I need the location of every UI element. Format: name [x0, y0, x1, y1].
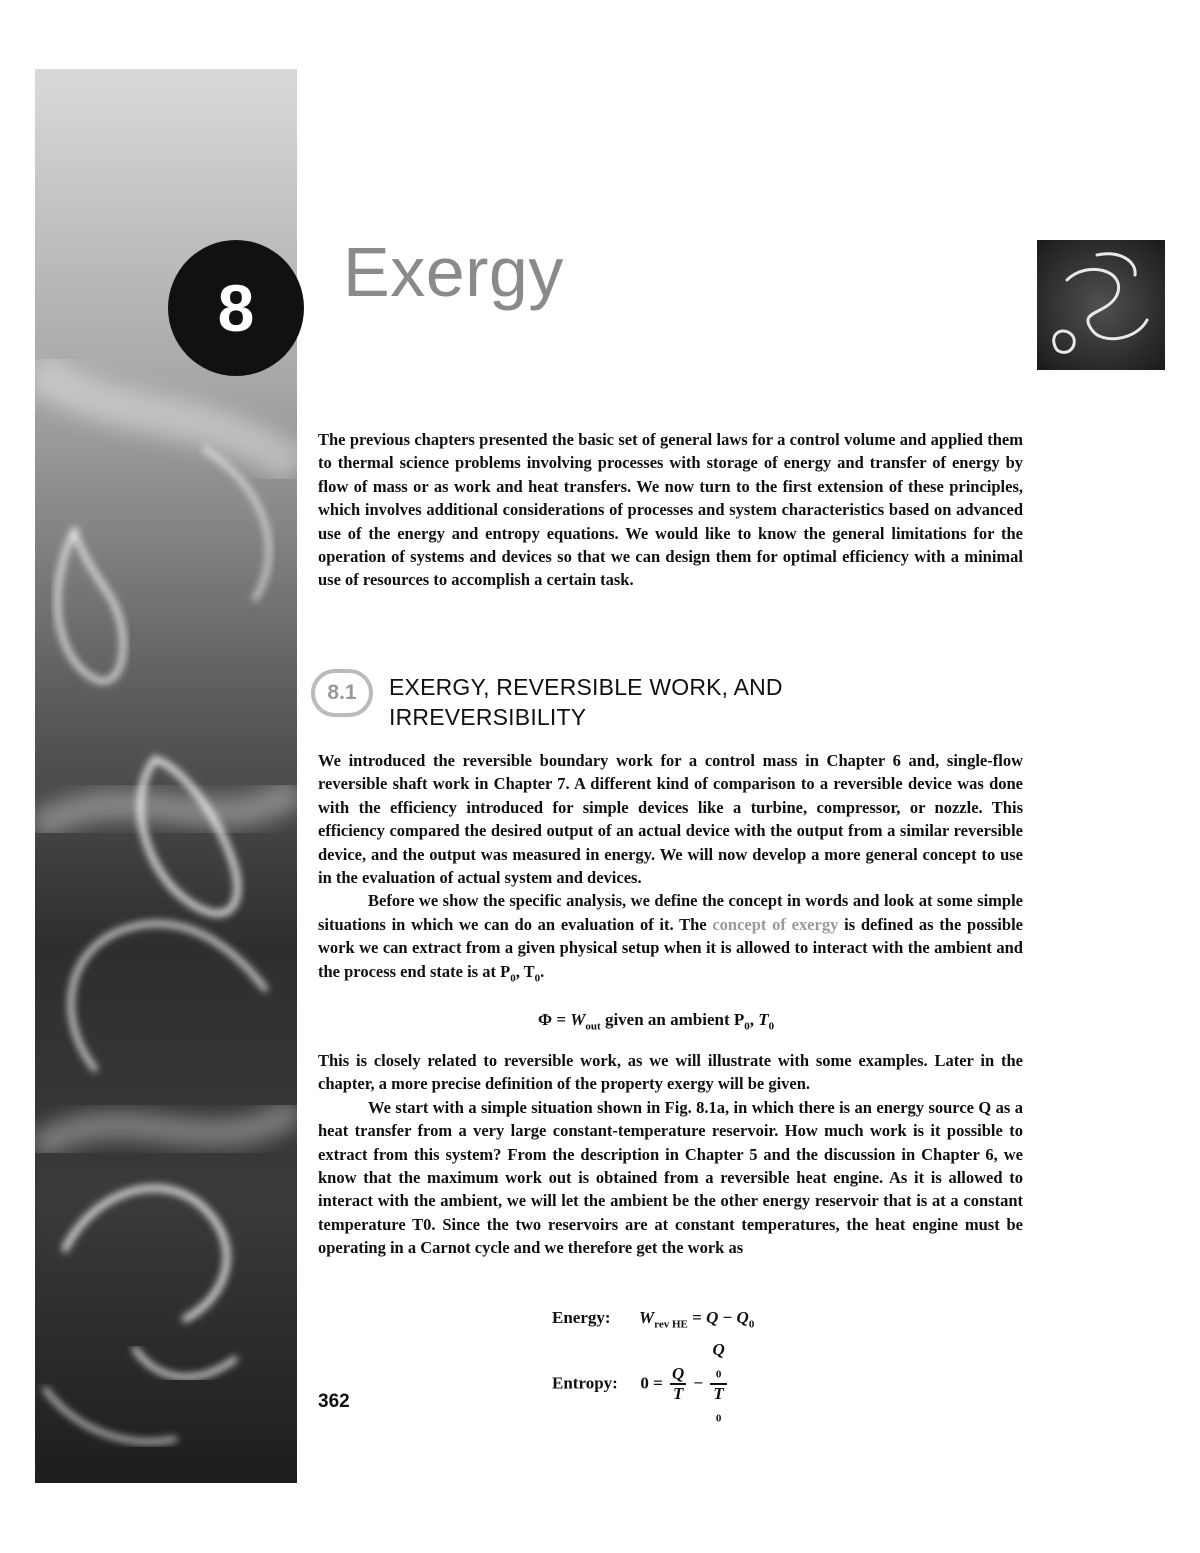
intro-paragraph [318, 428, 1023, 592]
section-body-2 [318, 1049, 1023, 1260]
section-number: 8.1 [327, 681, 357, 704]
para2-text-a: Before we show the specific analysis, we define the concept in words and look at some simple situations in which we can do an evaluation of it. The [318, 891, 1023, 934]
chapter-number-badge [168, 240, 304, 376]
entropy-equation: Entropy: 0 = $\frac{Q}{T}$ − Q $_0$ T $_0$ [552, 1341, 730, 1428]
energy-label: Energy: [552, 1308, 611, 1327]
entropy-label: Entropy: [552, 1373, 618, 1393]
exergy-equation: $\Phi = W_{out}$ given an ambient $P_0$, $T_0$ [538, 1010, 775, 1033]
section-paragraph-3: This is closely related to reversible work, as we will illustrate with some examples. Later in the chapter, a more precise definition of the property exergy will be given. [318, 1051, 1023, 1094]
corner-swirl [1037, 240, 1165, 370]
concept-of-exergy-term: concept of exergy [712, 914, 839, 934]
section-paragraph-4: We start with a simple situation shown in Fig. 8.1a, in which there is an energy source Q as a heat transfer from a very large constant-temperature reservoir. How much work is it possible to extract from this system? From the description in Chapter 5 and the discussion in Chapter 6, we know that the maximum work out is obtained from a reversible heat engine. As it is allowed to interact with the ambient, we will let the ambient be the other energy reservoir that is at a constant temperature T0. Since the two reservoirs are at constant temperatures, the heat engine must be operating in a Carnot cycle and we therefore get the work as [318, 1097, 1023, 1258]
fraction-q-over-t: $\frac{Q}{T}$ [672, 1364, 685, 1404]
energy-equation: Energy: $W_{rev HE} = Q - Q_0$ [552, 1308, 755, 1331]
chapter-title: Exergy [343, 233, 564, 311]
eq1-text: given an ambient P [604, 1010, 745, 1029]
section-title: EXERGY, REVERSIBLE WORK, AND IRREVERSIBILITY [389, 674, 783, 730]
fraction-q0-over-t0: Q $_0$ T $_0$ [712, 1340, 725, 1425]
section-paragraph-1: We introduced the reversible boundary work for a control mass in Chapter 6 and, single-flow reversible shaft work in Chapter 7. A different kind of comparison to a reversible device was done with the efficiency introduced for simple devices like a turbine, compressor, or nozzle. This efficiency compared the desired output of an actual device with the output from a similar reversible device, and the output was measured in energy. We will now develop a more general concept to use in the evaluation of actual system and devices. [318, 751, 1023, 888]
smoke-corner-image [1037, 240, 1165, 370]
section-number-badge [311, 669, 373, 717]
section-paragraph-2: Before we show the specific analysis, we define the concept in words and look at some simple situations in which we can do an evaluation of it. The concept of exergy is defined as the possible work we can extract from a given physical setup when it is allowed to interact with the ambient and the process end state is at $P_0$, $T_0$. [318, 891, 1023, 984]
page-number: 362 [318, 1391, 350, 1412]
para2-text-d: . [540, 961, 545, 981]
para2-text-b: is defined as the possible work we can extract from a given physical setup when it is allowed to interact with the ambient and the process end state is at P [318, 914, 1023, 981]
intro-text: The previous chapters presented the basic set of general laws for a control volume and applied them to thermal science problems involving processes with storage of energy and transfer of energy by flow of mass or as work and heat transfers. We now turn to the first extension of these principles, which involves additional considerations of processes and system characteristics based on advanced use of the energy and entropy equations. We would like to know the general limitations for the operation of systems and devices so that we can design them for optimal efficiency with a minimal use of resources to accomplish a certain task. [318, 430, 1023, 590]
section-body-1 [318, 749, 1023, 990]
chapter-number: 8 [217, 271, 255, 345]
para2-text-c: , T [515, 961, 535, 981]
